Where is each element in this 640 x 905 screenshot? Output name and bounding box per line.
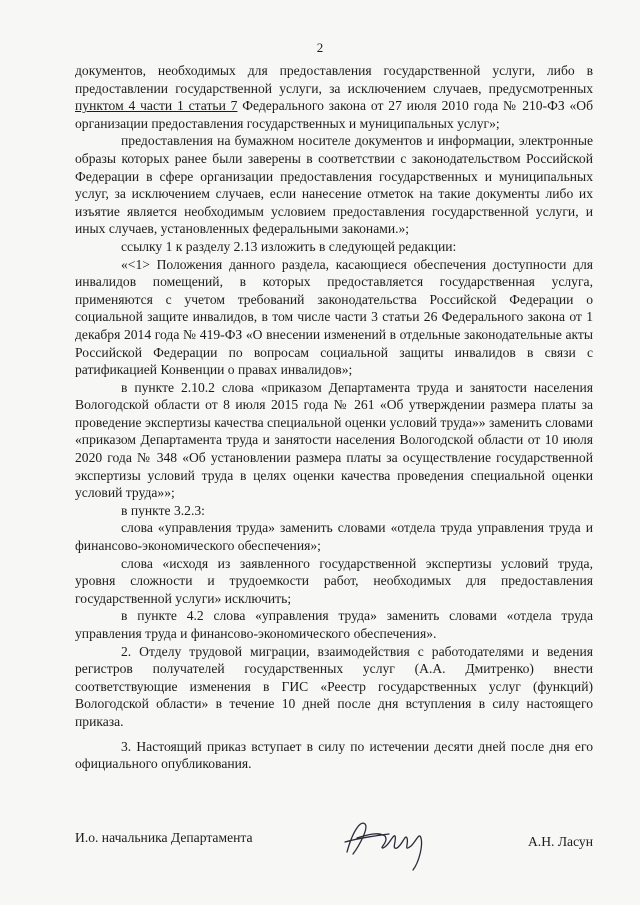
paragraph-text: слова «исходя из заявленного государственной экспертизы условий труда, уровня сложности и трудоемкости работ, необходимых для предоставления государственной услуги» исключить; [75,555,593,606]
paragraph-text: 2. Отделу трудовой миграции, взаимодействия с работодателями и ведения регистров получателей государственных услуг (А.А. Дмитренко) внести соответствующие изменения в ГИС «Реестр государственных услуг (функций) Вологодской области» в течение 10 дней после дня вступления в силу настоящего приказа. [75,643,593,729]
paragraph [75,643,593,731]
paragraph [75,238,593,256]
paragraph-text: слова «управления труда» заменить словами «отдела труда управления труда и финансово-экономического обеспечения»; [75,520,593,554]
signer-title: И.о. начальника Департамента [75,830,253,845]
paragraph [75,132,593,238]
paragraph-text: предоставления на бумажном носителе документов и информации, электронные образы которых ранее были заверены в соответствии с законодательством Российской Федерации в сфере организации предоставления государственных и муниципальных услуг, за исключением случаев, если нанесение отметок на такие документы либо их изъятие является необходимым условием предоставления государственной услуги, и иных случаев, установленных федеральными законами.»; [75,133,593,237]
paragraph [75,502,593,520]
paragraph-text: 3. Настоящий приказ вступает в силу по истечении десяти дней после дня его официального опубликования. [75,738,593,772]
paragraph-text: Федерального закона от 27 июля 2010 года № 210-ФЗ «Об организации предоставления государственных и муниципальных услуг»; [75,98,593,131]
paragraph [75,738,593,773]
paragraph [75,62,593,132]
paragraph-text: «<1> Положения данного раздела, касающиеся обеспечения доступности для инвалидов помещений, в которых предоставляется государственная услуга, применяются с учетом требований законодательства Российской Федерации о социальной защите инвалидов, в том числе части 3 статьи 26 Федерального закона от 1 декабря 2014 года № 419-ФЗ «О внесении изменений в отдельные законодательные акты Российской Федерации по вопросам социальной защиты инвалидов в связи с ратификацией Конвенции о правах инвалидов»; [75,256,593,378]
document-body [75,62,593,773]
paragraph [75,607,593,642]
paragraph-text: в пункте 4.2 слова «управления труда» заменить словами «отдела труда управления труда и финансово-экономического обеспечения». [75,608,593,641]
page-number: 2 [316,40,324,55]
paragraph [75,555,593,608]
signature-block [75,820,593,880]
signer-name: А.Н. Ласун [527,834,593,849]
paragraph-text: в пункте 3.2.3: [121,502,205,518]
paragraph [75,519,593,554]
paragraph [75,256,593,379]
paragraph-text: в пункте 2.10.2 слова «приказом Департамента труда и занятости населения Вологодской области от 8 июля 2015 года № 261 «Об утверждении размера платы за проведение экспертизы качества специальной оценки условий труда»» заменить словами «приказом Департамента труда и занятости населения Вологодской области от 10 июля 2020 года № 348 «Об установлении размера платы за осуществление государственной экспертизы условий труда в целях оценки качества проведения специальной оценки условий труда»»; [75,379,593,501]
paragraph [75,379,593,502]
paragraph-text: ссылку 1 к разделу 2.13 изложить в следующей редакции: [121,238,457,254]
law-reference-link[interactable]: пунктом 4 части 1 статьи 7 [75,98,238,114]
paragraph-text: документов, необходимых для предоставления государственной услуги, либо в предоставлении государственной услуги, за исключением случаев, предусмотренных [75,63,593,96]
handwritten-signature [339,812,437,874]
